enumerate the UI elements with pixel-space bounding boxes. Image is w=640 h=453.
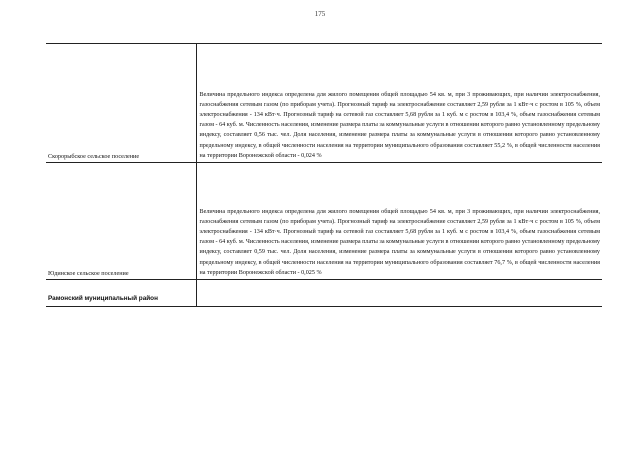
settlement-name: Юдинское сельское поселение (46, 163, 196, 280)
district-title: Рамонский муниципальный район (46, 280, 196, 307)
district-description (196, 280, 602, 307)
page-number: 175 (314, 10, 326, 18)
index-description: Величина предельного индекса определена для жилого помещения общей площадью 54 кв. м, при 3 проживающих, при наличии электроснабжения, газоснабжения сетевым газом (по приборам учета). Прогнозный тариф на электроснабжение составляет 2,59 рубля за 1 кВт·ч с ростом в 105 %, объем электроснабжения - 134 кВт·ч. Прогнозный тариф на сетевой газ составляет 5,68 рубля за 1 куб. м с ростом в 103,4 %, объем газоснабжения сетевым газом - 64 куб. м. Численность населения, изменение размера платы за коммунальные услуги в отношении которого равно установленному предельному индексу, составляет 0,56 тыс. чел. Доля населения, изменение размера платы за коммунальные услуги в отношении которого равно установленному предельному индексу, в общей численности населения на территории муниципального образования составляет 55,2 %, в общей численности населения на территории Воронежской области - 0,024 % (196, 44, 602, 163)
settlement-name: Скорорыбское сельское поселение (46, 44, 196, 163)
index-description: Величина предельного индекса определена для жилого помещения общей площадью 54 кв. м, при 3 проживающих, при наличии электроснабжения, газоснабжения сетевым газом (по приборам учета). Прогнозный тариф на электроснабжение составляет 2,59 рубля за 1 кВт·ч с ростом в 105 %, объем электроснабжения - 134 кВт·ч. Прогнозный тариф на сетевой газ составляет 5,68 рубля за 1 куб. м с ростом в 103,4 %, объем газоснабжения сетевым газом - 64 куб. м. Численность населения, изменение размера платы за коммунальные услуги в отношении которого равно установленному предельному индексу, составляет 0,59 тыс. чел. Доля населения, изменение размера платы за коммунальные услуги в отношении которого равно установленному предельному индексу, в общей численности населения на территории муниципального образования составляет 76,7 %, в общей численности населения на территории Воронежской области - 0,025 % (196, 163, 602, 280)
table-row (46, 44, 602, 163)
section-row (46, 280, 602, 307)
index-table (46, 43, 602, 307)
table-row (46, 163, 602, 280)
